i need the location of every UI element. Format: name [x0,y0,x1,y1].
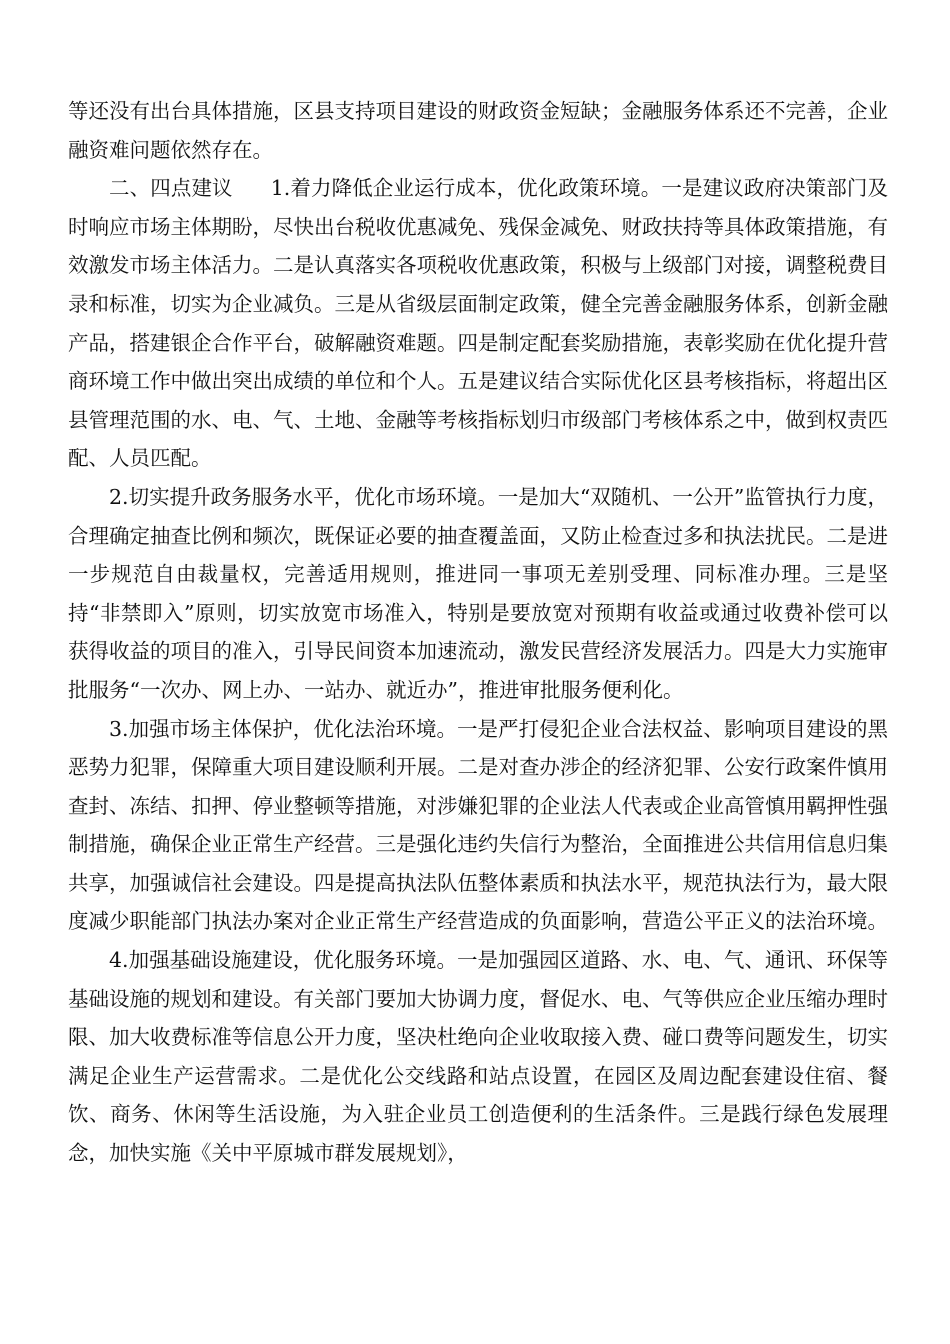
paragraph-suggestion-1 [68,169,888,478]
paragraph-continuation: 等还没有出台具体措施，区县支持项目建设的财政资金短缺；金融服务体系还不完善，企业融资难问题依然存在。 [68,99,888,162]
suggestion-1-text: 1.着力降低企业运行成本，优化政策环境。一是建议政府决策部门及时响应市场主体期盼，尽快出台税收优惠减免、残保金减免、财政扶持等具体政策措施，有效激发市场主体活力。二是认真落实各项税收优惠政策，积极与上级部门对接，调整税费目录和标准，切实为企业减负。三是从省级层面制定政策，健全完善金融服务体系，创新金融产品，搭建银企合作平台，破解融资难题。四是制定配套奖励措施，表彰奖励在优化提升营商环境工作中做出突出成绩的单位和个人。五是建议结合实际优化区县考核指标，将超出区县管理范围的水、电、气、土地、金融等考核指标划归市级部门考核体系之中，做到权责匹配、人员匹配。 [68,176,889,471]
paragraph-suggestion-2: 2.切实提升政务服务水平，优化市场环境。一是加大“双随机、一公开”监管执行力度，合理确定抽查比例和频次，既保证必要的抽查覆盖面，又防止检查过多和执法扰民。二是进一步规范自由裁量权，完善适用规则，推进同一事项无差别受理、同标准办理。三是坚持“非禁即入”原则，切实放宽市场准入，特别是要放宽对预期有收益或通过收费补偿可以获得收益的项目的准入，引导民间资本加速流动，激发民营经济发展活力。四是大力实施审批服务“一次办、网上办、一站办、就近办”，推进审批服务便利化。 [68,484,888,702]
paragraph-suggestion-4: 4.加强基础设施建设，优化服务环境。一是加强园区道路、水、电、气、通讯、环保等基础设施的规划和建设。有关部门要加大协调力度，督促水、电、气等供应企业压缩办理时限、加大收费标准等信息公开力度，坚决杜绝向企业收取接入费、碰口费等问题发生，切实满足企业生产运营需求。二是优化公交线路和站点设置，在园区及周边配套建设住宿、餐饮、商务、休闲等生活设施，为入驻企业员工创造便利的生活条件。三是践行绿色发展理念，加快实施《关中平原城市群发展规划》， [68,948,888,1166]
section-heading: 二、四点建议 [109,176,233,201]
paragraph-suggestion-3: 3.加强市场主体保护，优化法治环境。一是严打侵犯企业合法权益、影响项目建设的黑恶势力犯罪，保障重大项目建设顺利开展。二是对查办涉企的经济犯罪、公安行政案件慎用查封、冻结、扣押、停业整顿等措施，对涉嫌犯罪的企业法人代表或企业高管慎用羁押性强制措施，确保企业正常生产经营。三是强化违约失信行为整治，全面推进公共信用信息归集共享，加强诚信社会建设。四是提高执法队伍整体素质和执法水平，规范执法行为，最大限度减少职能部门执法办案对企业正常生产经营造成的负面影响，营造公平正义的法治环境。 [68,716,888,934]
document-page [68,92,888,1173]
